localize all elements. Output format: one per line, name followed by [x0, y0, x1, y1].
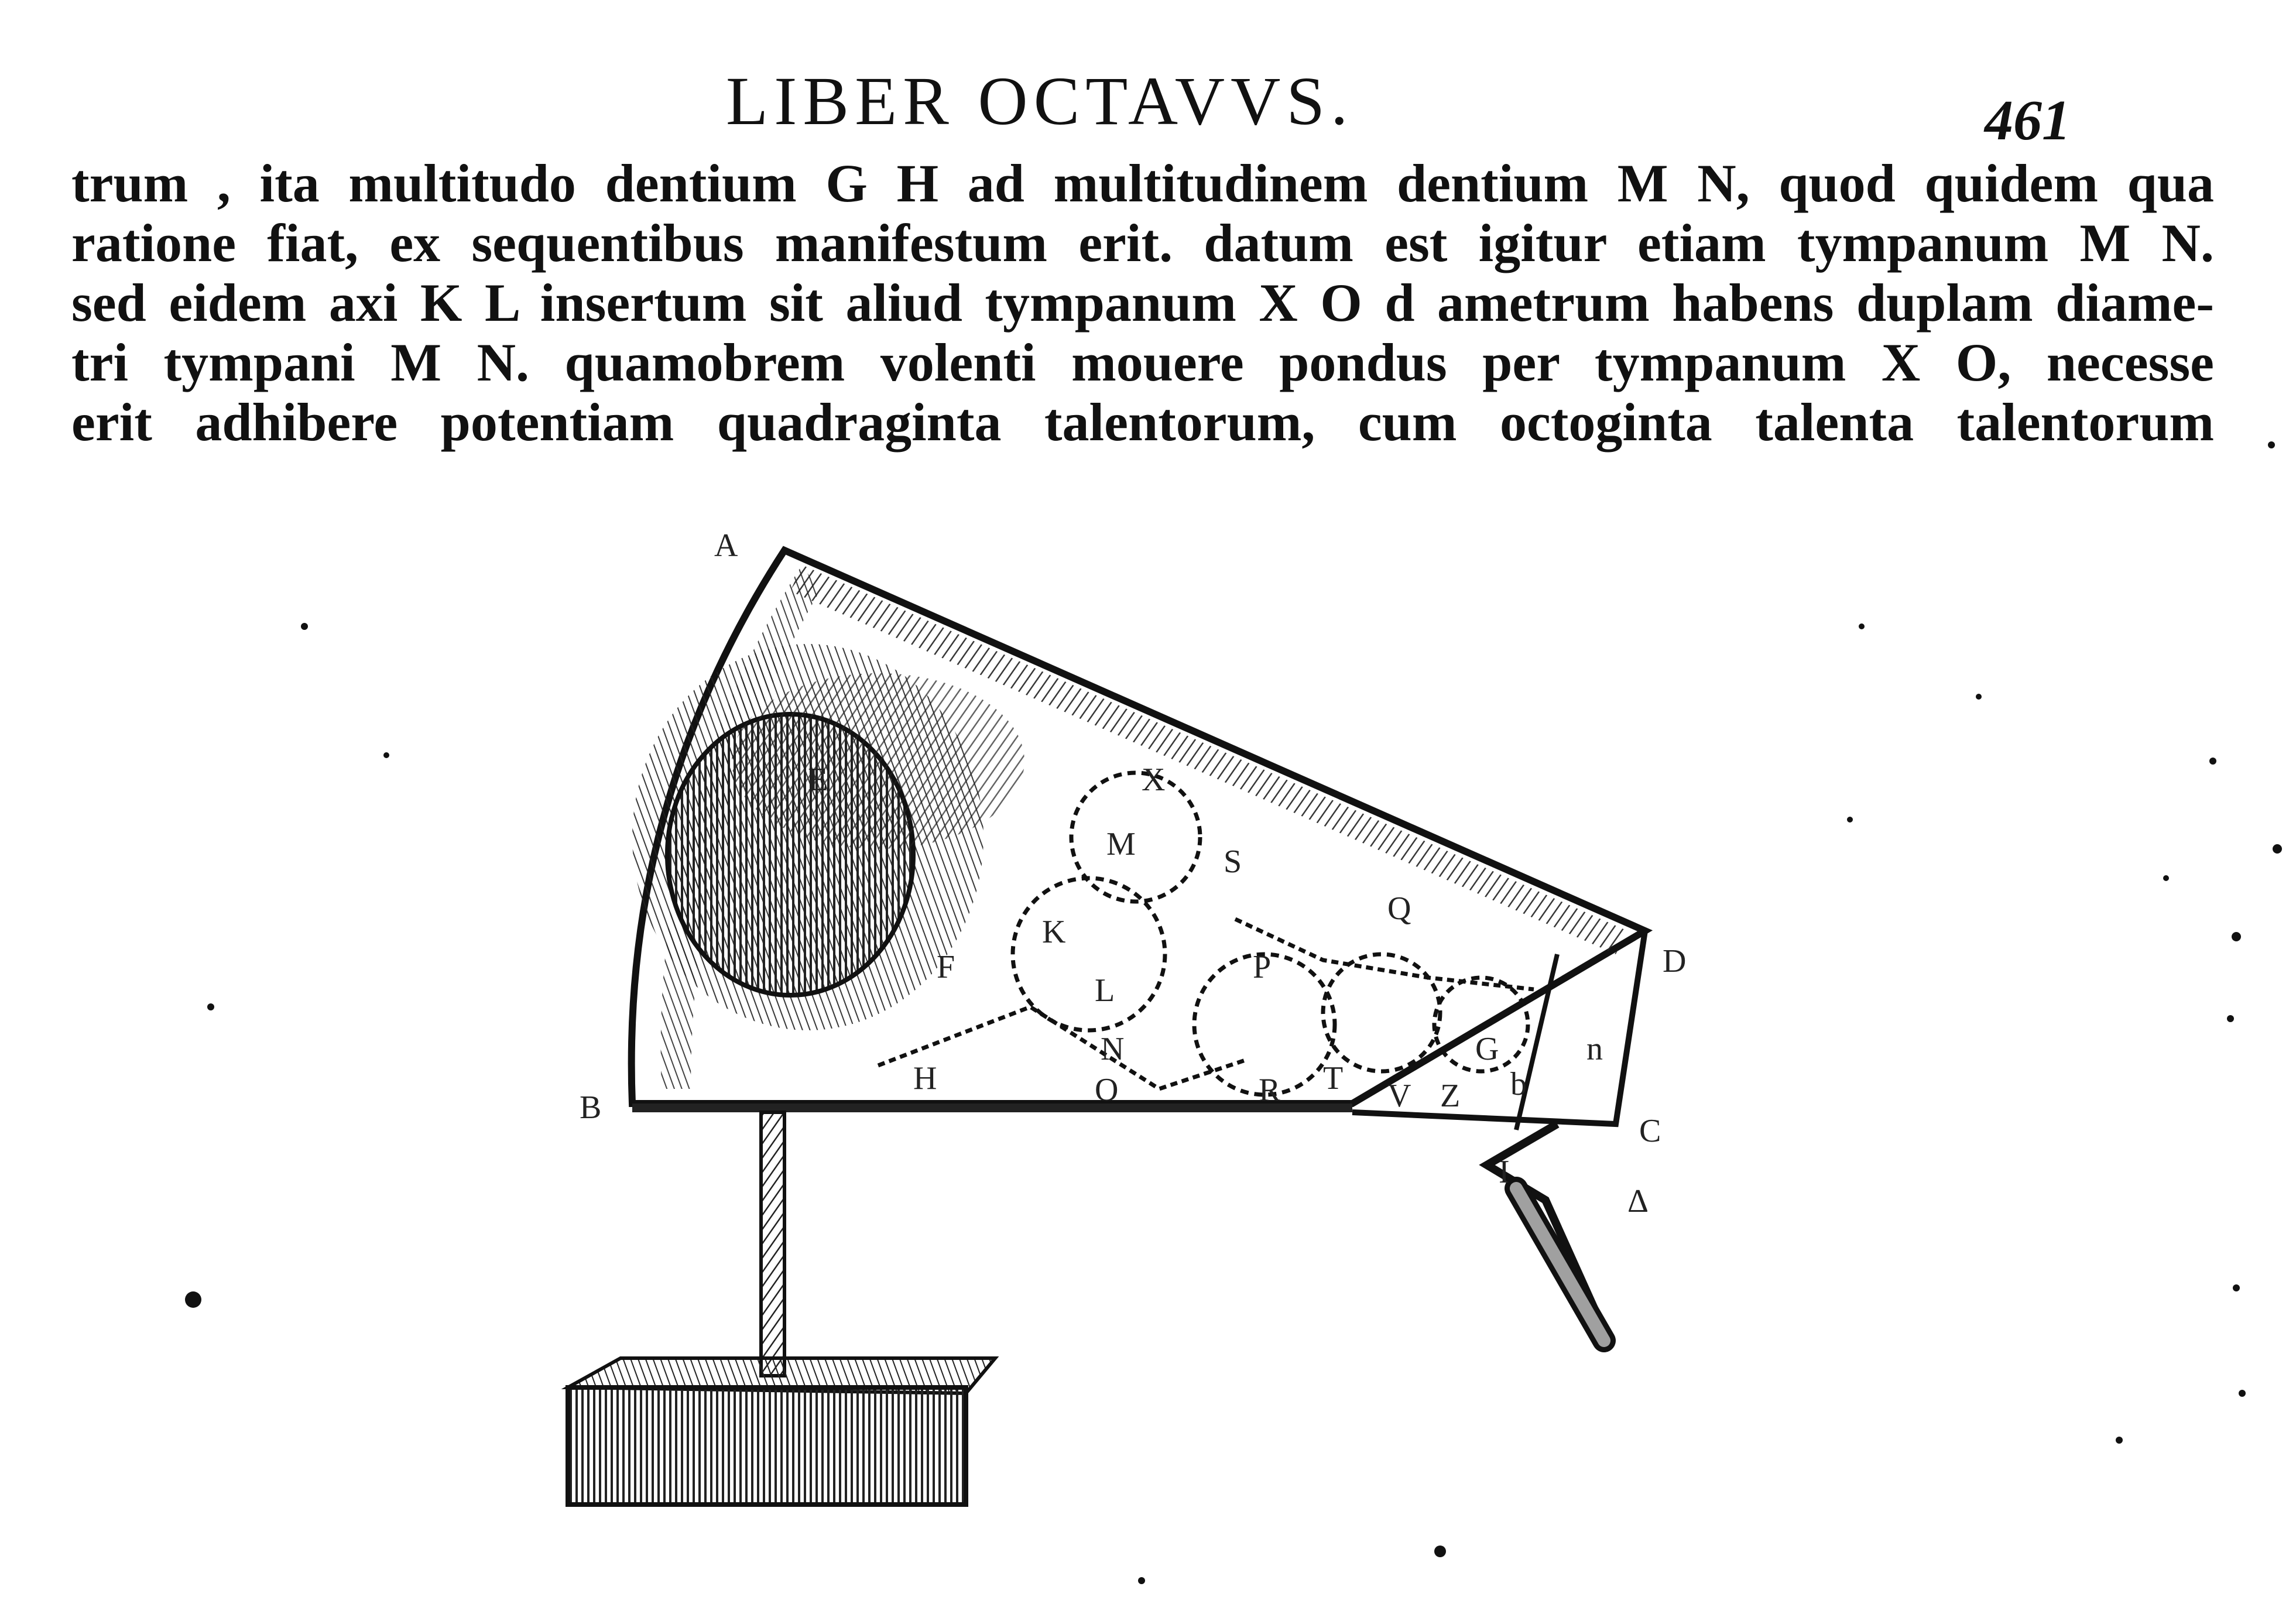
- label-E: E: [808, 762, 828, 798]
- body-line-2: ratione fiat, ex sequentibus manifestum erit. datum est igitur etiam tympanum M N.: [71, 213, 2214, 273]
- label-M: M: [1106, 826, 1136, 862]
- label-C: C: [1639, 1113, 1661, 1149]
- label-K: K: [1042, 914, 1066, 950]
- body-line-5: erit adhibere potentiam quadraginta talentorum, cum octoginta talenta talentorum: [71, 392, 2214, 452]
- label-Z: Z: [1440, 1078, 1461, 1114]
- label-S: S: [1224, 844, 1242, 880]
- label-Q: Q: [1387, 890, 1411, 927]
- label-R: R: [1259, 1072, 1281, 1108]
- label-G: G: [1475, 1031, 1499, 1067]
- label-X: X: [1142, 762, 1166, 798]
- label-delta: Δ: [1627, 1183, 1649, 1219]
- page-number: 461: [1985, 89, 2071, 152]
- label-I: I: [1499, 1154, 1510, 1190]
- label-P: P: [1253, 949, 1272, 985]
- label-N: N: [1101, 1031, 1125, 1067]
- label-A: A: [714, 527, 738, 564]
- body-line-1: trum , ita multitudo dentium G H ad multitudinem dentium M N, quod quidem qua: [71, 153, 2214, 213]
- running-head: LIBER OCTAVVS.: [726, 63, 1354, 139]
- label-D: D: [1663, 943, 1687, 979]
- label-H: H: [913, 1060, 937, 1096]
- label-O: O: [1095, 1072, 1119, 1108]
- label-b: b: [1510, 1066, 1527, 1102]
- label-T: T: [1323, 1060, 1344, 1096]
- label-n: n: [1586, 1031, 1603, 1067]
- body-line-4: tri tympani M N. quamobrem volenti mouere pondus per tympanum X O, necesse: [71, 333, 2214, 392]
- label-V: V: [1387, 1078, 1411, 1114]
- label-F: F: [937, 949, 955, 985]
- label-L: L: [1095, 972, 1115, 1009]
- body-line-3: sed eidem axi K L insertum sit aliud tympanum X O d ametrum habens duplam diame-: [71, 273, 2214, 333]
- label-B: B: [580, 1089, 602, 1126]
